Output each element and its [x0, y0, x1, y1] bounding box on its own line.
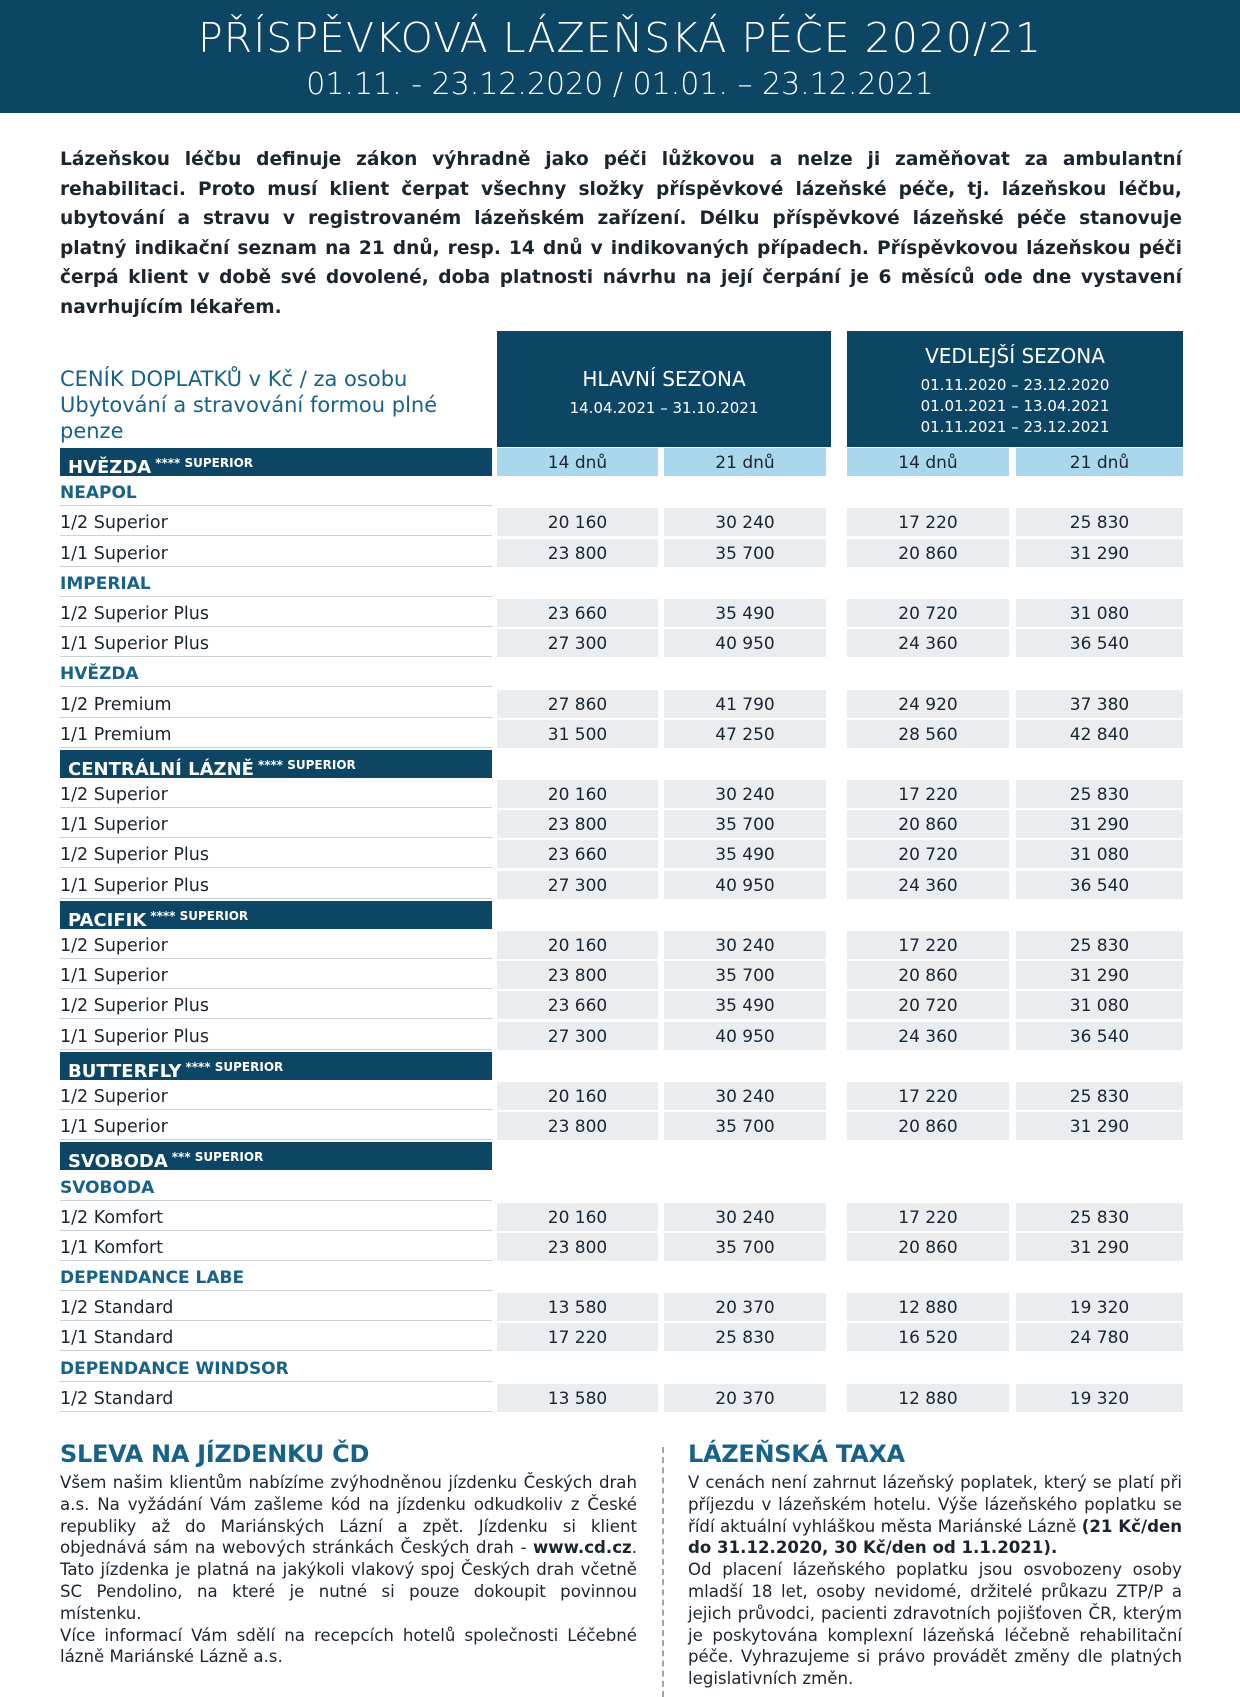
hotel-header-row — [60, 1052, 1183, 1082]
price-cell: 25 830 — [1016, 508, 1183, 536]
price-cell: 25 830 — [664, 1323, 826, 1351]
price-cell: 20 160 — [497, 1203, 658, 1231]
room-type — [60, 1022, 492, 1050]
main-season-name: HLAVNÍ SEZONA — [582, 367, 746, 391]
room-type — [60, 991, 492, 1019]
price-cell: 24 920 — [847, 690, 1009, 718]
price-cell: 24 360 — [847, 871, 1009, 899]
price-cell: 20 860 — [847, 1233, 1009, 1261]
price-cell: 12 880 — [847, 1293, 1009, 1321]
row-label: 1/2 Premium — [60, 694, 172, 715]
price-cell: 31 080 — [1016, 599, 1183, 627]
row-label: IMPERIAL — [60, 573, 151, 594]
spa-tax-section — [688, 1440, 1182, 1690]
duration-header-cell: 14 dnů — [497, 448, 658, 476]
price-row — [60, 961, 1183, 991]
price-row — [60, 780, 1183, 810]
price-cell: 19 320 — [1016, 1384, 1183, 1412]
side-season-name: VEDLEJŠÍ SEZONA — [925, 344, 1105, 368]
price-row — [60, 1022, 1183, 1052]
main-season-header — [497, 331, 831, 447]
building-subheader-row — [60, 1173, 1183, 1203]
room-type — [60, 1082, 492, 1110]
price-cell: 27 860 — [497, 690, 658, 718]
duration-header-cell: 21 dnů — [664, 448, 826, 476]
price-cell: 31 080 — [1016, 991, 1183, 1019]
price-cell: 31 500 — [497, 720, 658, 748]
duration-header-cell: 21 dnů — [1016, 448, 1183, 476]
room-type — [60, 1112, 492, 1140]
price-cell: 30 240 — [664, 1203, 826, 1231]
train-ticket-text — [60, 1472, 637, 1625]
row-label: NEAPOL — [60, 483, 137, 504]
row-label: CENTRÁLNÍ LÁZNĚ — [68, 758, 254, 780]
row-label: 1/2 Superior — [60, 785, 168, 806]
price-cell: 27 300 — [497, 871, 658, 899]
intro-paragraph: Lázeňskou léčbu definuje zákon výhradně jako péči lůžkovou a nelze ji zaměňovat za ambulantní rehabilitaci. Proto musí klient čerpat všechny složky příspěvkové lázeňské péče, tj. lázeňskou léčbu, ubytování a stravu v registrovaném lázeňském zařízení. Délku příspěvkové lázeňské péče stanovuje platný indikační seznam na 21 dnů, resp. 14 dnů v indikovaných případech. Příspěvkovou lázeňskou péči čerpá klient v době své dovolené, doba platnosti návrhu na její čerpání je 6 měsíců ode dne vystavení navrhujícím lékařem. — [60, 149, 1182, 318]
price-cell: 23 800 — [497, 810, 658, 838]
price-cell: 35 700 — [664, 1233, 826, 1261]
price-cell: 17 220 — [847, 1203, 1009, 1231]
hotel-header-row — [60, 750, 1183, 780]
row-label: DEPENDANCE WINDSOR — [60, 1358, 289, 1379]
price-row — [60, 720, 1183, 750]
price-cell: 17 220 — [847, 1082, 1009, 1110]
price-cell: 47 250 — [664, 720, 826, 748]
price-cell: 42 840 — [1016, 720, 1183, 748]
room-type — [60, 1203, 492, 1231]
price-row — [60, 1233, 1183, 1263]
row-label: 1/1 Superior Plus — [60, 634, 209, 655]
price-cell: 20 720 — [847, 599, 1009, 627]
price-cell: 30 240 — [664, 780, 826, 808]
price-cell: 36 540 — [1016, 629, 1183, 657]
row-label: 1/2 Superior Plus — [60, 845, 209, 866]
building-name — [60, 1263, 492, 1291]
price-row — [60, 1112, 1183, 1142]
building-name — [60, 1354, 492, 1382]
price-cell: 20 160 — [497, 1082, 658, 1110]
main-season-range: 14.04.2021 – 31.10.2021 — [569, 399, 759, 417]
row-label: 1/2 Superior — [60, 1086, 168, 1107]
price-row — [60, 991, 1183, 1021]
price-cell: 16 520 — [847, 1323, 1009, 1351]
price-cell: 37 380 — [1016, 690, 1183, 718]
row-label: 1/1 Superior — [60, 543, 168, 564]
row-label: SVOBODA — [68, 1151, 168, 1173]
duration-header-cell: 14 dnů — [847, 448, 1009, 476]
price-cell: 31 290 — [1016, 1112, 1183, 1140]
price-row — [60, 1323, 1183, 1353]
price-cell: 25 830 — [1016, 780, 1183, 808]
price-cell: 20 160 — [497, 780, 658, 808]
side-season-range-1: 01.11.2020 – 23.12.2020 — [920, 376, 1110, 394]
price-cell: 19 320 — [1016, 1293, 1183, 1321]
pricelist-caption — [60, 366, 490, 444]
room-type — [60, 629, 492, 657]
price-cell: 36 540 — [1016, 1022, 1183, 1050]
price-row — [60, 508, 1183, 538]
price-cell: 25 830 — [1016, 931, 1183, 959]
train-ticket-more-info: Více informací Vám sdělí na recepcích hotelů společnosti Léčebné lázně Mariánské Lázně a.s. — [60, 1625, 637, 1667]
price-cell: 30 240 — [664, 931, 826, 959]
room-type — [60, 840, 492, 868]
price-cell: 25 830 — [1016, 1082, 1183, 1110]
row-label: 1/1 Premium — [60, 724, 172, 745]
row-label: 1/2 Superior Plus — [60, 603, 209, 624]
price-cell: 31 290 — [1016, 539, 1183, 567]
price-cell: 24 360 — [847, 629, 1009, 657]
row-label: 1/1 Superior — [60, 815, 168, 836]
price-cell: 20 370 — [664, 1293, 826, 1321]
row-label: 1/2 Superior — [60, 513, 168, 534]
building-subheader-row — [60, 569, 1183, 599]
hotel-header-row — [60, 1142, 1183, 1172]
hotel-name — [60, 901, 492, 929]
price-cell: 35 490 — [664, 991, 826, 1019]
hotel-rating: **** SUPERIOR — [150, 908, 249, 923]
price-cell: 20 860 — [847, 1112, 1009, 1140]
hotel-name — [60, 750, 492, 778]
price-cell: 20 860 — [847, 961, 1009, 989]
room-type — [60, 1384, 492, 1412]
price-row — [60, 1384, 1183, 1414]
price-cell: 31 080 — [1016, 840, 1183, 868]
price-cell: 20 160 — [497, 508, 658, 536]
room-type — [60, 508, 492, 536]
price-cell: 23 660 — [497, 599, 658, 627]
price-cell: 17 220 — [497, 1323, 658, 1351]
price-row — [60, 599, 1183, 629]
building-subheader-row — [60, 478, 1183, 508]
price-cell: 30 240 — [664, 1082, 826, 1110]
train-ticket-text-part2: . Tato jízdenka je platná na jakýkoli vlakový spoj Českých drah včetně SC Pendolino, na které je nutné si pouze dokoupit povinnou místenku. — [60, 1538, 637, 1623]
price-cell: 36 540 — [1016, 871, 1183, 899]
price-cell: 35 700 — [664, 1112, 826, 1140]
price-cell: 13 580 — [497, 1293, 658, 1321]
room-type — [60, 961, 492, 989]
row-label: 1/2 Superior — [60, 936, 168, 956]
price-row — [60, 871, 1183, 901]
hotel-rating: **** SUPERIOR — [257, 757, 356, 772]
price-cell: 35 700 — [664, 539, 826, 567]
price-cell: 20 720 — [847, 840, 1009, 868]
building-name — [60, 478, 492, 506]
spa-tax-text-part1: V cenách není zahrnut lázeňský poplatek, který se platí při příjezdu v lázeňském hotelu. Výše lázeňského poplatku se řídí aktuální vyhláškou města Mariánské Lázně — [688, 1473, 1182, 1536]
row-label: PACIFIK — [68, 909, 147, 931]
price-cell: 20 860 — [847, 810, 1009, 838]
spa-tax-text — [688, 1472, 1182, 1559]
row-label: 1/1 Superior — [60, 1117, 168, 1138]
price-cell: 27 300 — [497, 1022, 658, 1050]
row-label: 1/2 Standard — [60, 1298, 174, 1319]
price-cell: 40 950 — [664, 629, 826, 657]
price-cell: 20 370 — [664, 1384, 826, 1412]
price-row — [60, 931, 1183, 961]
page-dates: 01.11. - 23.12.2020 / 01.01. – 23.12.2021 — [306, 67, 934, 102]
price-cell: 24 360 — [847, 1022, 1009, 1050]
price-cell: 35 700 — [664, 810, 826, 838]
price-cell: 28 560 — [847, 720, 1009, 748]
price-cell: 17 220 — [847, 931, 1009, 959]
room-type — [60, 599, 492, 627]
price-cell: 40 950 — [664, 1022, 826, 1050]
price-cell: 12 880 — [847, 1384, 1009, 1412]
price-row — [60, 1082, 1183, 1112]
price-row — [60, 539, 1183, 569]
column-divider — [662, 1447, 664, 1697]
row-label: 1/1 Standard — [60, 1328, 174, 1349]
spa-tax-rates: (21 Kč/den do 31.12.2020, 30 Kč/den od 1.1.2021). — [688, 1516, 1183, 1558]
cd-website-link: www.cd.cz — [532, 1538, 632, 1558]
price-cell: 41 790 — [664, 690, 826, 718]
row-label: 1/2 Standard — [60, 1388, 174, 1409]
building-subheader-row — [60, 1263, 1183, 1293]
price-cell: 20 860 — [847, 539, 1009, 567]
price-cell: 23 800 — [497, 539, 658, 567]
row-label: 1/1 Superior — [60, 966, 168, 987]
row-label: 1/2 Komfort — [60, 1207, 164, 1228]
price-cell: 25 830 — [1016, 1203, 1183, 1231]
building-subheader-row — [60, 659, 1183, 689]
price-cell: 17 220 — [847, 780, 1009, 808]
row-label: 1/1 Superior Plus — [60, 1026, 209, 1047]
price-cell: 23 800 — [497, 1233, 658, 1261]
page-title: PŘÍSPĚVKOVÁ LÁZEŇSKÁ PÉČE 2020/21 — [198, 14, 1042, 62]
spa-tax-exemptions: Od placení lázeňského poplatku jsou osvobozeny osoby mladší 18 let, osoby nevidomé, držitelé průkazu ZTP/P a jejich průvodci, pacienti zdravotních pojišťoven ČR, kterým je poskytována komplexní lázeňská léčebně rehabilitační péče. Vyhrazujeme si právo provádět změny dle platných legislativních změn. — [688, 1560, 1182, 1689]
price-row — [60, 1203, 1183, 1233]
header-band — [0, 0, 1240, 113]
hotel-header-row — [60, 901, 1183, 931]
room-type — [60, 931, 492, 959]
price-cell: 23 660 — [497, 991, 658, 1019]
side-season-header — [847, 331, 1183, 447]
row-label: 1/2 Superior Plus — [60, 996, 209, 1017]
price-cell: 31 290 — [1016, 961, 1183, 989]
room-type — [60, 720, 492, 748]
row-label: HVĚZDA — [68, 457, 152, 478]
train-ticket-heading: SLEVA NA JÍZDENKU ČD — [60, 1440, 370, 1468]
side-season-range-2: 01.01.2021 – 13.04.2021 — [920, 397, 1110, 415]
room-type — [60, 539, 492, 567]
price-cell: 40 950 — [664, 871, 826, 899]
hotel-header-row — [60, 448, 1183, 478]
building-subheader-row — [60, 1354, 1183, 1384]
price-cell: 20 720 — [847, 991, 1009, 1019]
price-cell: 17 220 — [847, 508, 1009, 536]
price-cell: 23 800 — [497, 1112, 658, 1140]
price-row — [60, 629, 1183, 659]
price-cell: 23 800 — [497, 961, 658, 989]
price-cell: 35 490 — [664, 840, 826, 868]
row-label: 1/1 Komfort — [60, 1237, 164, 1258]
price-cell: 35 490 — [664, 599, 826, 627]
building-name — [60, 659, 492, 687]
price-cell: 20 160 — [497, 931, 658, 959]
room-type — [60, 1233, 492, 1261]
price-row — [60, 690, 1183, 720]
room-type — [60, 871, 492, 899]
side-season-range-3: 01.11.2021 – 23.12.2021 — [920, 418, 1110, 436]
hotel-name — [60, 448, 492, 476]
price-cell: 31 290 — [1016, 810, 1183, 838]
row-label: DEPENDANCE LABE — [60, 1268, 245, 1289]
row-label: BUTTERFLY — [68, 1060, 182, 1082]
hotel-name — [60, 1052, 492, 1080]
pricelist-caption-line2: Ubytování a stravování formou plné penze — [60, 393, 438, 443]
building-name — [60, 1173, 492, 1201]
pricelist-caption-line1: CENÍK DOPLATKŮ v Kč / za osobu — [60, 367, 408, 391]
price-cell: 27 300 — [497, 629, 658, 657]
room-type — [60, 690, 492, 718]
room-type — [60, 1323, 492, 1351]
hotel-rating: **** SUPERIOR — [155, 456, 254, 470]
price-cell: 30 240 — [664, 508, 826, 536]
train-ticket-section — [60, 1440, 637, 1668]
row-label: 1/1 Superior Plus — [60, 875, 209, 896]
building-name — [60, 569, 492, 597]
price-row — [60, 840, 1183, 870]
price-row — [60, 1293, 1183, 1323]
hotel-name — [60, 1142, 492, 1173]
room-type — [60, 1293, 492, 1321]
spa-tax-heading: LÁZEŇSKÁ TAXA — [688, 1440, 905, 1468]
train-ticket-text-part1: Všem našim klientům nabízíme zvýhodněnou jízdenku Českých drah a.s. Na vyžádání Vám zašleme kód na jízdenku odkudkoliv z České republiky až do Mariánských Lázní a zpět. Jízdenku si klient objednává sám na webových stránkách Českých drah - — [60, 1473, 637, 1558]
row-label: HVĚZDA — [60, 664, 139, 685]
room-type — [60, 780, 492, 808]
row-label: SVOBODA — [60, 1177, 155, 1198]
room-type — [60, 810, 492, 838]
price-cell: 23 660 — [497, 840, 658, 868]
hotel-rating: *** SUPERIOR — [171, 1150, 264, 1165]
price-cell: 13 580 — [497, 1384, 658, 1412]
price-cell: 31 290 — [1016, 1233, 1183, 1261]
price-cell: 24 780 — [1016, 1323, 1183, 1351]
price-cell: 35 700 — [664, 961, 826, 989]
hotel-rating: **** SUPERIOR — [185, 1059, 284, 1074]
price-table — [60, 448, 1183, 1414]
price-row — [60, 810, 1183, 840]
